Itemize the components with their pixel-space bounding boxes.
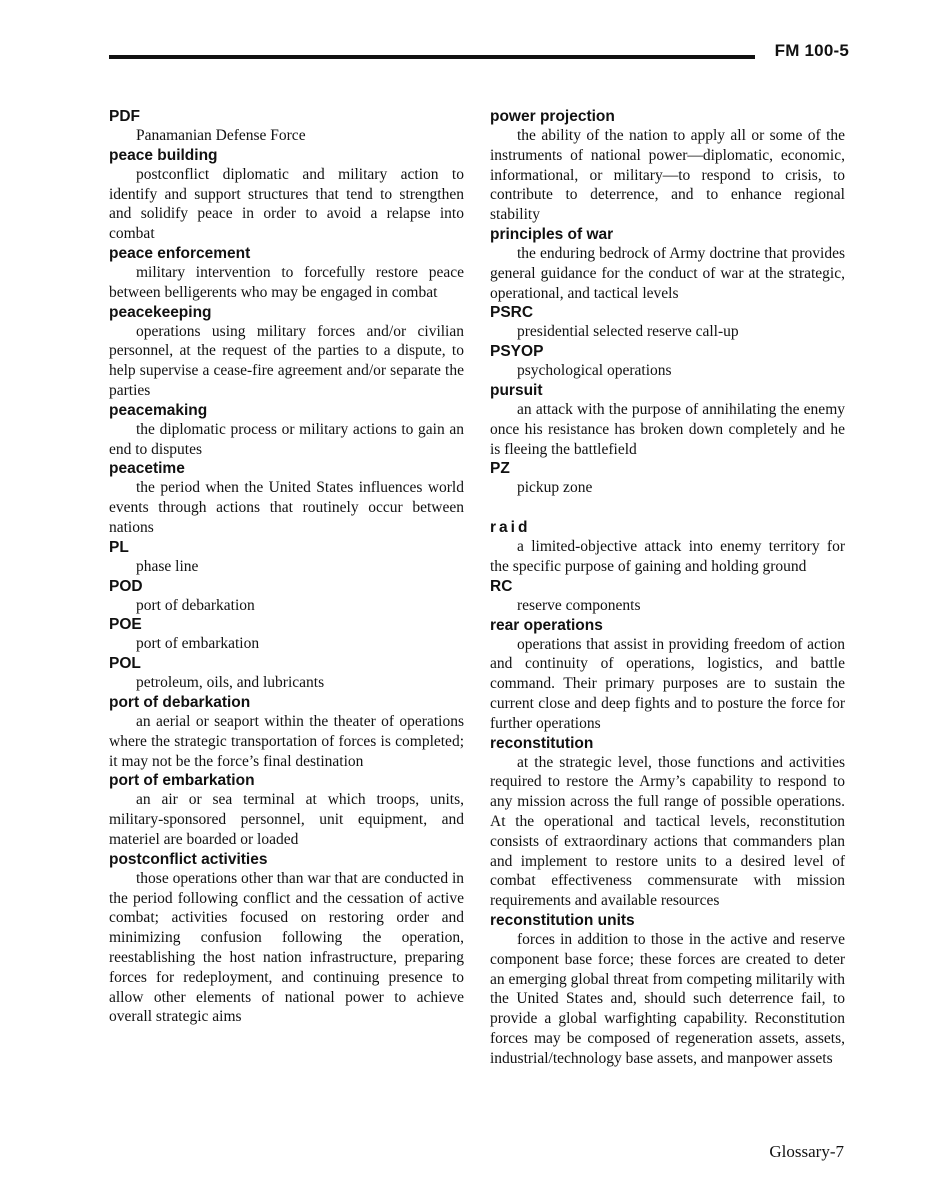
glossary-term: reconstitution — [490, 734, 594, 752]
glossary-definition: military intervention to forcefully restore peace between belligerents who may be engaged in combat — [109, 263, 464, 301]
document-id: FM 100-5 — [774, 41, 849, 60]
glossary-term: postconflict activities — [109, 850, 268, 868]
glossary-term: peacetime — [109, 460, 185, 478]
glossary-right-column — [490, 107, 845, 1068]
glossary-definition: postconflict diplomatic and military action to identify and support structures that tend to strengthen and solidify peace in order to avoid a relapse into combat — [109, 165, 464, 243]
glossary-definition: the diplomatic process or military actions to gain an end to disputes — [109, 420, 464, 458]
glossary-term: POD — [109, 577, 143, 595]
glossary-entry — [490, 616, 845, 734]
glossary-definition: a limited-objective attack into enemy territory for the specific purpose of gaining and holding ground — [490, 538, 845, 575]
glossary-term: reconstitution units — [490, 911, 635, 929]
glossary-definition: operations that assist in providing freedom of action and continuity of operations, logistics, and battle command. Their primary purposes are to sustain the current close and deep fights and to posture the force for further operations — [490, 635, 845, 732]
glossary-entry — [490, 381, 845, 459]
glossary-entry — [490, 734, 845, 911]
glossary-definition: presidential selected reserve call-up — [517, 323, 739, 341]
glossary-term: PZ — [490, 460, 510, 478]
glossary-entry — [109, 577, 464, 616]
glossary-term: POL — [109, 655, 141, 673]
glossary-entry — [109, 538, 464, 577]
glossary-term: peace enforcement — [109, 244, 251, 262]
glossary-term: power projection — [490, 108, 615, 125]
glossary-definition: those operations other than war that are conducted in the period following conflict and the cessation of active combat; activities focused on restoring order and minimizing confusion following the operation, reestablishing the host nation infrastructure, preparing forces for redeployment, and continuing presence to allow other elements of national power to achieve overall strategic aims — [109, 869, 464, 1026]
glossary-entry — [490, 577, 845, 616]
glossary-entry — [109, 401, 464, 460]
glossary-term: raid — [490, 519, 531, 537]
glossary-entry — [109, 459, 464, 537]
glossary-definition: port of debarkation — [136, 596, 255, 614]
letter-group-spacer — [490, 498, 845, 518]
glossary-definition: an aerial or seaport within the theater of operations where the strategic transportation of forces is completed; it may not be the force’s final destination — [109, 712, 464, 770]
glossary-definition: the ability of the nation to apply all or some of the instruments of national power—diplomatic, economic, informational, or military—to respond to crisis, to contribute to deterrence, and to enhance regional stability — [490, 127, 845, 224]
glossary-term: principles of war — [490, 225, 614, 243]
glossary-entry — [109, 771, 464, 849]
glossary-entry — [109, 244, 464, 303]
glossary-term: PDF — [109, 108, 140, 125]
glossary-term: peacekeeping — [109, 303, 212, 321]
glossary-entry — [490, 911, 845, 1069]
glossary-entry — [490, 459, 845, 498]
header-rule — [109, 55, 755, 59]
glossary-entry — [109, 615, 464, 654]
glossary-definition: port of embarkation — [136, 635, 260, 653]
glossary-entry — [490, 303, 845, 342]
glossary-definition: psychological operations — [517, 362, 672, 380]
glossary-definition: the enduring bedrock of Army doctrine that provides general guidance for the conduct of war at the strategic, operational, and tactical levels — [490, 244, 845, 302]
glossary-left-column — [109, 107, 464, 1027]
glossary-term: PL — [109, 538, 129, 556]
glossary-term: port of debarkation — [109, 693, 251, 711]
glossary-definition: the period when the United States influences world events through actions that routinely occur between nations — [109, 479, 464, 536]
glossary-term: PSRC — [490, 304, 534, 322]
glossary-entry — [490, 225, 845, 303]
page-number: Glossary-7 — [769, 1142, 844, 1161]
glossary-definition: an attack with the purpose of annihilating the enemy once his resistance has broken down completely and he is fleeing the battlefield — [490, 400, 845, 458]
glossary-entry — [109, 146, 464, 244]
glossary-definition: reserve components — [517, 596, 641, 614]
glossary-entry — [490, 107, 845, 225]
glossary-entry — [109, 303, 464, 401]
glossary-term: peace building — [109, 146, 218, 164]
glossary-entry — [490, 342, 845, 381]
glossary-term: PSYOP — [490, 343, 544, 361]
glossary-entry — [109, 850, 464, 1027]
glossary-definition: an air or sea terminal at which troops, units, military-sponsored personnel, unit equipment, and materiel are boarded or loaded — [109, 791, 464, 848]
glossary-definition: operations using military forces and/or civilian personnel, at the request of the parties to a dispute, to help supervise a cease-fire agreement and/or separate the parties — [109, 322, 464, 399]
glossary-term: rear operations — [490, 616, 603, 634]
glossary-term: port of embarkation — [109, 772, 255, 790]
glossary-term: POE — [109, 616, 142, 634]
glossary-term: pursuit — [490, 381, 543, 399]
glossary-entry — [109, 693, 464, 771]
glossary-definition: forces in addition to those in the active and reserve component base force; these forces are created to deter an emerging global threat from competing militarily with the United States and, should such deterrence fail, to provide a global warfighting capability. Reconstitution forces may be composed of regeneration assets, assets, industrial/technology base assets, and manpower assets — [490, 930, 845, 1067]
glossary-entry — [109, 107, 464, 146]
glossary-entry — [109, 654, 464, 693]
glossary-term: peacemaking — [109, 401, 208, 419]
glossary-definition: petroleum, oils, and lubricants — [136, 674, 325, 692]
glossary-definition: Panamanian Defense Force — [136, 127, 306, 144]
glossary-definition: phase line — [136, 557, 199, 575]
glossary-definition: at the strategic level, those functions and activities required to restore the Army’s capability to respond to any mission across the full range of possible operations. At the operational and tactical levels, reconstitution consists of extraordinary actions that commanders plan and implement to restore units to a desired level of combat effectiveness commensurate with mission requirements and available resources — [490, 753, 845, 910]
glossary-definition: pickup zone — [517, 479, 593, 497]
glossary-term: RC — [490, 577, 513, 595]
glossary-entry — [490, 518, 845, 577]
